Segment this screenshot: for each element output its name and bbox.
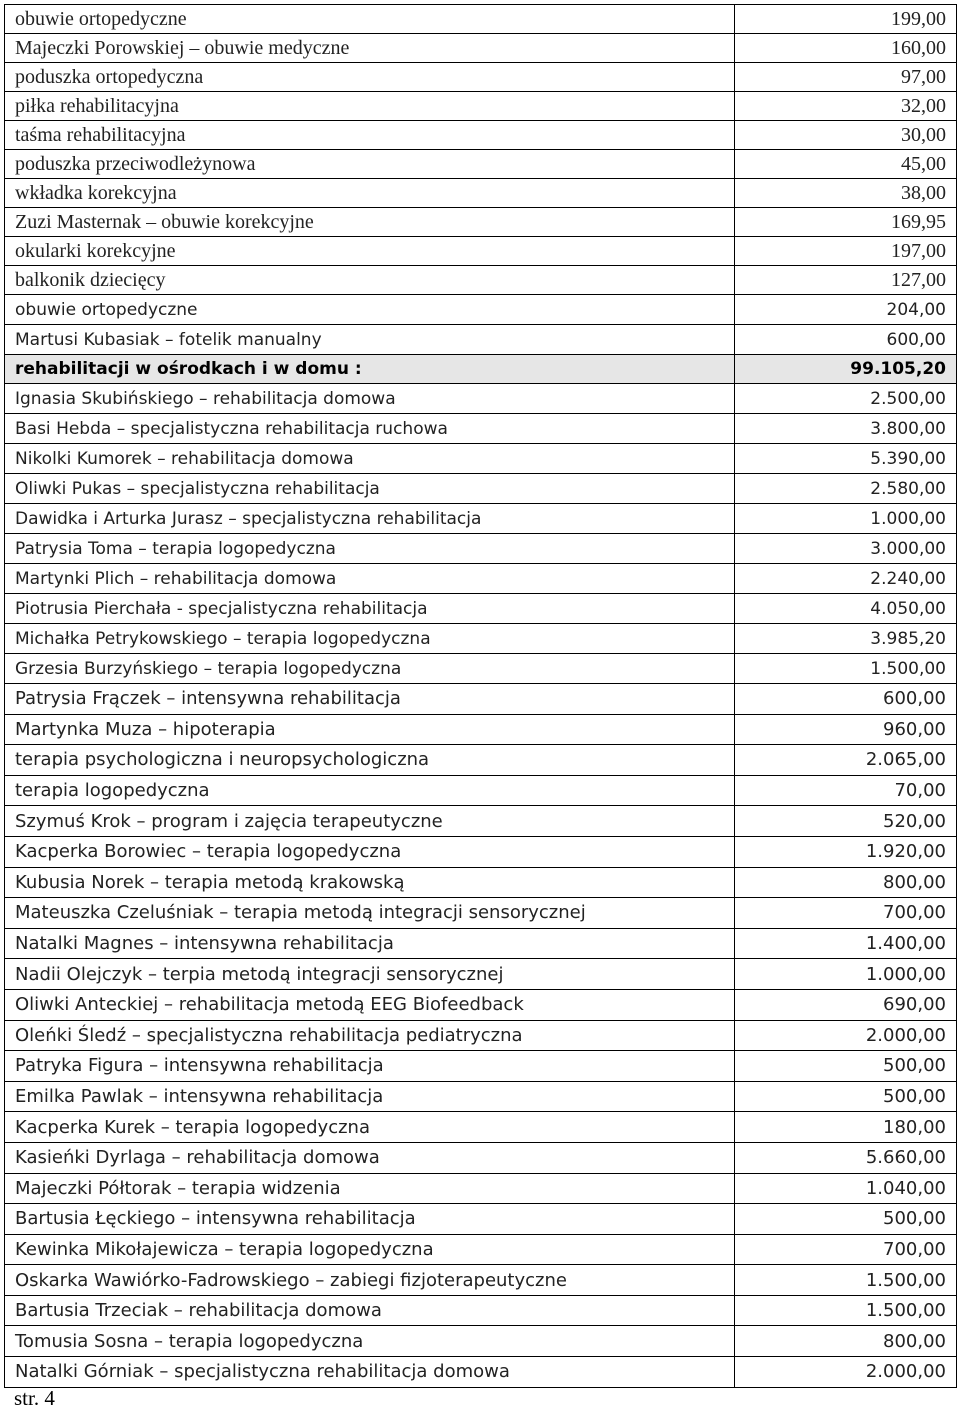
row-amount: 1.000,00 <box>735 504 957 534</box>
row-amount: 2.500,00 <box>735 384 957 414</box>
table-row <box>5 1081 957 1112</box>
table-row <box>5 325 957 355</box>
row-amount: 1.920,00 <box>735 836 957 867</box>
row-label: obuwie ortopedyczne <box>5 5 735 34</box>
table-row <box>5 654 957 684</box>
row-amount: 960,00 <box>735 714 957 745</box>
row-label: Majeczki Porowskiej – obuwie medyczne <box>5 34 735 63</box>
table-row <box>5 34 957 63</box>
table-row <box>5 384 957 414</box>
table-row <box>5 1142 957 1173</box>
row-amount: 700,00 <box>735 1234 957 1265</box>
table-row <box>5 1173 957 1204</box>
row-label: Nikolki Kumorek – rehabilitacja domowa <box>5 444 735 474</box>
row-label: Patryka Figura – intensywna rehabilitacja <box>5 1051 735 1082</box>
table-row <box>5 295 957 325</box>
table-row <box>5 444 957 474</box>
row-label: rehabilitacji w ośrodkach i w domu : <box>5 355 735 384</box>
table-row <box>5 898 957 929</box>
row-label: Patrysia Frączek – intensywna rehabilitacja <box>5 684 735 715</box>
row-label: Basi Hebda – specjalistyczna rehabilitacja ruchowa <box>5 414 735 444</box>
row-amount: 197,00 <box>735 237 957 266</box>
row-amount: 2.240,00 <box>735 564 957 594</box>
row-amount: 199,00 <box>735 5 957 34</box>
row-amount: 4.050,00 <box>735 594 957 624</box>
table-row <box>5 92 957 121</box>
row-amount: 2.580,00 <box>735 474 957 504</box>
row-label: Emilka Pawlak – intensywna rehabilitacja <box>5 1081 735 1112</box>
row-amount: 3.000,00 <box>735 534 957 564</box>
table-row <box>5 474 957 504</box>
table-row <box>5 504 957 534</box>
table-row <box>5 594 957 624</box>
row-amount: 5.660,00 <box>735 1142 957 1173</box>
row-label: Dawidka i Arturka Jurasz – specjalistyczna rehabilitacja <box>5 504 735 534</box>
row-label: Martynki Plich – rehabilitacja domowa <box>5 564 735 594</box>
row-label: Tomusia Sosna – terapia logopedyczna <box>5 1326 735 1357</box>
row-amount: 3.985,20 <box>735 624 957 654</box>
table-row <box>5 1265 957 1296</box>
row-amount: 97,00 <box>735 63 957 92</box>
row-label: Oliwki Pukas – specjalistyczna rehabilitacja <box>5 474 735 504</box>
row-label: terapia psychologiczna i neuropsychologiczna <box>5 745 735 776</box>
row-amount: 500,00 <box>735 1051 957 1082</box>
table-row <box>5 266 957 295</box>
row-label: poduszka ortopedyczna <box>5 63 735 92</box>
table-row <box>5 959 957 990</box>
row-amount: 1.400,00 <box>735 928 957 959</box>
row-label: Mateuszka Czeluśniak – terapia metodą integracji sensorycznej <box>5 898 735 929</box>
row-label: terapia logopedyczna <box>5 775 735 806</box>
table-row <box>5 775 957 806</box>
table-row <box>5 1112 957 1143</box>
row-label: Kubusia Norek – terapia metodą krakowską <box>5 867 735 898</box>
row-label: taśma rehabilitacyjna <box>5 121 735 150</box>
row-label: Kacperka Borowiec – terapia logopedyczna <box>5 836 735 867</box>
table-row <box>5 989 957 1020</box>
row-amount: 99.105,20 <box>735 355 957 384</box>
table-row <box>5 806 957 837</box>
row-amount: 38,00 <box>735 179 957 208</box>
table-row <box>5 208 957 237</box>
row-amount: 2.000,00 <box>735 1357 957 1388</box>
table-row <box>5 1357 957 1388</box>
row-label: Piotrusia Pierchała - specjalistyczna rehabilitacja <box>5 594 735 624</box>
row-amount: 1.500,00 <box>735 654 957 684</box>
table-row <box>5 150 957 179</box>
table-row <box>5 684 957 715</box>
table-row <box>5 1295 957 1326</box>
row-amount: 3.800,00 <box>735 414 957 444</box>
row-amount: 30,00 <box>735 121 957 150</box>
row-amount: 180,00 <box>735 1112 957 1143</box>
row-amount: 600,00 <box>735 684 957 715</box>
row-amount: 1.500,00 <box>735 1265 957 1296</box>
row-label: okularki korekcyjne <box>5 237 735 266</box>
row-amount: 600,00 <box>735 325 957 355</box>
table-row <box>5 1326 957 1357</box>
table-row <box>5 867 957 898</box>
row-label: wkładka korekcyjna <box>5 179 735 208</box>
page-number: str. 4 <box>14 1386 55 1410</box>
row-amount: 800,00 <box>735 867 957 898</box>
table-row <box>5 1051 957 1082</box>
row-label: Bartusia Trzeciak – rehabilitacja domowa <box>5 1295 735 1326</box>
row-amount: 2.000,00 <box>735 1020 957 1051</box>
row-label: Zuzi Masternak – obuwie korekcyjne <box>5 208 735 237</box>
table-row <box>5 1020 957 1051</box>
table-row <box>5 121 957 150</box>
table-row <box>5 564 957 594</box>
row-label: Bartusia Łęckiego – intensywna rehabilitacja <box>5 1204 735 1235</box>
row-label: balkonik dziecięcy <box>5 266 735 295</box>
row-label: obuwie ortopedyczne <box>5 295 735 325</box>
row-label: Kewinka Mikołajewicza – terapia logopedyczna <box>5 1234 735 1265</box>
table-row <box>5 5 957 34</box>
row-amount: 5.390,00 <box>735 444 957 474</box>
table-row <box>5 237 957 266</box>
row-label: Oskarka Wawiórko-Fadrowskiego – zabiegi fizjoterapeutyczne <box>5 1265 735 1296</box>
row-amount: 500,00 <box>735 1081 957 1112</box>
row-label: Oleńki Śledź – specjalistyczna rehabilitacja pediatryczna <box>5 1020 735 1051</box>
row-label: poduszka przeciwodleżynowa <box>5 150 735 179</box>
row-amount: 204,00 <box>735 295 957 325</box>
row-amount: 800,00 <box>735 1326 957 1357</box>
row-label: Szymuś Krok – program i zajęcia terapeutyczne <box>5 806 735 837</box>
table-row <box>5 1234 957 1265</box>
row-amount: 2.065,00 <box>735 745 957 776</box>
row-amount: 1.500,00 <box>735 1295 957 1326</box>
row-amount: 690,00 <box>735 989 957 1020</box>
document-page <box>4 4 956 1388</box>
table-row <box>5 714 957 745</box>
row-label: Martynka Muza – hipoterapia <box>5 714 735 745</box>
row-label: Kasieńki Dyrlaga – rehabilitacja domowa <box>5 1142 735 1173</box>
expenses-table <box>4 4 957 1388</box>
row-label: Oliwki Anteckiej – rehabilitacja metodą EEG Biofeedback <box>5 989 735 1020</box>
row-label: piłka rehabilitacyjna <box>5 92 735 121</box>
table-row <box>5 928 957 959</box>
row-label: Patrysia Toma – terapia logopedyczna <box>5 534 735 564</box>
row-amount: 520,00 <box>735 806 957 837</box>
table-row <box>5 179 957 208</box>
row-label: Nadii Olejczyk – terpia metodą integracji sensorycznej <box>5 959 735 990</box>
table-row <box>5 836 957 867</box>
row-label: Grzesia Burzyńskiego – terapia logopedyczna <box>5 654 735 684</box>
row-amount: 45,00 <box>735 150 957 179</box>
row-amount: 32,00 <box>735 92 957 121</box>
row-amount: 160,00 <box>735 34 957 63</box>
table-body <box>5 5 957 1388</box>
table-row <box>5 63 957 92</box>
row-amount: 169,95 <box>735 208 957 237</box>
row-amount: 700,00 <box>735 898 957 929</box>
row-label: Martusi Kubasiak – fotelik manualny <box>5 325 735 355</box>
row-amount: 70,00 <box>735 775 957 806</box>
table-row <box>5 624 957 654</box>
row-amount: 500,00 <box>735 1204 957 1235</box>
table-row <box>5 745 957 776</box>
row-label: Ignasia Skubińskiego – rehabilitacja domowa <box>5 384 735 414</box>
row-label: Kacperka Kurek – terapia logopedyczna <box>5 1112 735 1143</box>
section-header-row <box>5 355 957 384</box>
row-label: Majeczki Półtorak – terapia widzenia <box>5 1173 735 1204</box>
row-label: Natalki Górniak – specjalistyczna rehabilitacja domowa <box>5 1357 735 1388</box>
row-amount: 127,00 <box>735 266 957 295</box>
table-row <box>5 534 957 564</box>
table-row <box>5 414 957 444</box>
row-amount: 1.000,00 <box>735 959 957 990</box>
row-label: Natalki Magnes – intensywna rehabilitacja <box>5 928 735 959</box>
table-row <box>5 1204 957 1235</box>
row-label: Michałka Petrykowskiego – terapia logopedyczna <box>5 624 735 654</box>
row-amount: 1.040,00 <box>735 1173 957 1204</box>
